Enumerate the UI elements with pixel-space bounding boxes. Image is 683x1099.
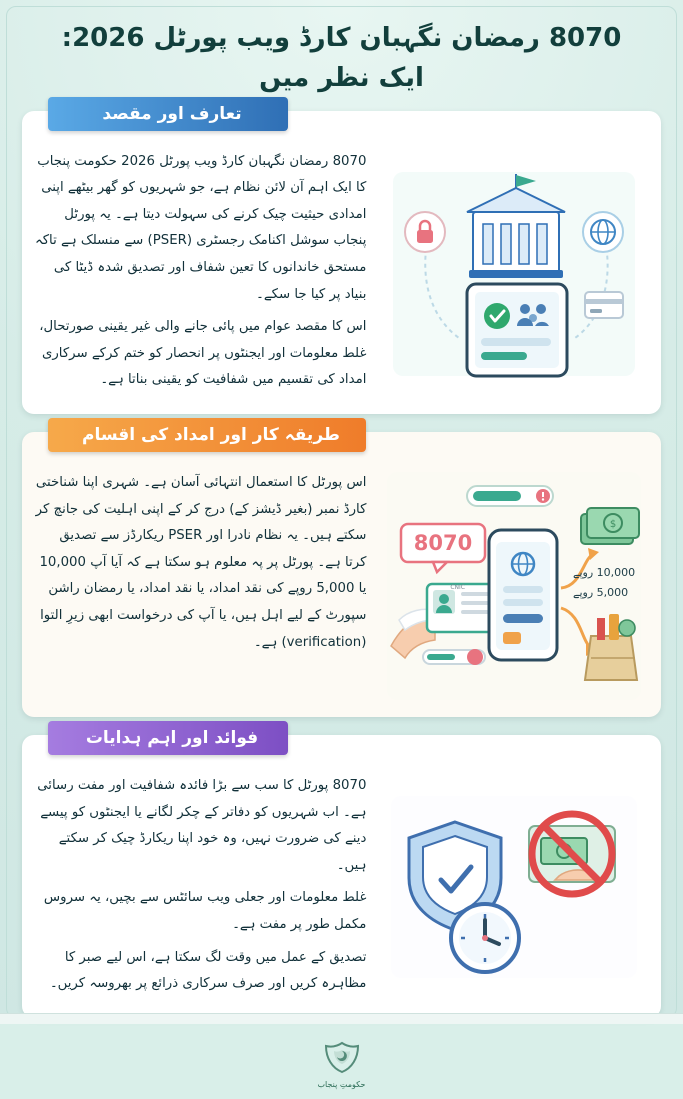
cash-icon <box>581 508 639 544</box>
section-ribbon-introduction: تعارف اور مقصد <box>48 97 288 131</box>
globe-icon <box>583 212 623 252</box>
shield-no-money-clock-illustration <box>389 792 639 982</box>
cnic-to-mobile-flow-illustration <box>385 468 643 703</box>
tablet-icon <box>467 284 567 376</box>
footer-crest-label: حکومتِ پنجاب <box>317 1079 366 1089</box>
benefits-paragraph-3: تصدیق کے عمل میں وقت لگ سکتا ہے، اس لیے صبر کا مظاہرہ کریں اور صرف سرکاری ذرائع پر بھروسہ کریں۔ <box>49 949 367 992</box>
benefits-paragraph-1: 8070 پورٹل کا سب سے بڑا فائدہ شفافیت اور مفت رسائی ہے۔ اب شہریوں کو دفاتر کے چکر لگانے یا ایجنٹوں کو پیسے دینے کی ضرورت نہیں، وہ خود اپنا ریکارڈ چیک کر سکتے ہیں۔ <box>37 777 367 873</box>
process-text <box>34 448 370 703</box>
section-card-introduction <box>22 103 661 414</box>
svg-text:8070: 8070 <box>413 530 472 555</box>
page-footer <box>14 1036 669 1099</box>
section-ribbon-benefits: فوائد اور اہم ہدایات <box>48 721 288 755</box>
introduction-text <box>34 127 370 400</box>
no-bribe-icon <box>529 814 615 894</box>
battery-icon <box>467 486 553 506</box>
toggle-icon <box>423 649 485 665</box>
process-paragraph-1: اس پورٹل کا استعمال انتہائی آسان ہے۔ شہری اپنا شناختی کارڈ نمبر (بغیر ڈیشز کے) درج کر کے اپنی اہلیت کی جانچ کر سکتے ہیں۔ یہ نظام نادرا اور PSER ریکارڈز سے تصدیق کرتا ہے۔ پورٹل پر پہ معلوم ہو سکتا ہے کہ آیا آپ 10,000 یا 5,000 روپے کی نقد امداد، یا نقد امداد، یا رمضان راشن سپورٹ کے لیے اہل ہیں، یا آپ کی درخواست ابھی زیرِ التوا (verification) ہے۔ <box>35 474 367 650</box>
page-header <box>14 0 669 111</box>
introduction-paragraph-1: 8070 رمضان نگہبان کارڈ ویب پورٹل 2026 حکومت پنجاب کا ایک اہم آن لائن نظام ہے، جو شہریوں کو گھر بیٹھے اپنی امدادی حیثیت چیک کرنے کی سہولت دیتا ہے۔ یہ پورٹل پنجاب سوشل اکنامک رجسٹری (PSER) سے منسلک ہے تاکہ مستحق خاندانوں کا تعین شفاف اور تصدیق شدہ ڈیٹا کی بنیاد پر کیا جا سکے۔ <box>34 153 367 302</box>
smartphone-icon <box>489 530 557 660</box>
svg-text:$: $ <box>609 518 616 530</box>
amount-label-10000: 10,000 روپے <box>572 565 635 579</box>
introduction-paragraph-2: اس کا مقصد عوام میں پائی جانے والی غیر یقینی صورتحال، غلط معلومات اور ایجنٹوں پر انحصار کو ختم کرکے سرکاری امداد کی تقسیم میں شفافیت کو یقینی بناتا ہے۔ <box>39 319 367 388</box>
page-title: 8070 رمضان نگہبان کارڈ ویب پورٹل 2026: ایک نظر میں <box>61 23 622 94</box>
bottom-bar <box>0 1013 683 1024</box>
amount-label-5000: 5,000 روپے <box>572 585 628 599</box>
card-icon <box>585 292 623 318</box>
benefits-illustration <box>378 751 649 1004</box>
lock-icon <box>405 212 445 252</box>
section-card-process <box>22 425 661 717</box>
clock-icon <box>451 904 519 972</box>
introduction-illustration <box>378 127 649 400</box>
process-illustration <box>378 448 649 703</box>
benefits-text <box>34 751 370 1004</box>
section-card-benefits <box>22 728 661 1018</box>
section-ribbon-process: طریقہ کار اور امداد کی اقسام <box>48 418 366 452</box>
check-icon <box>484 303 510 329</box>
government-crest-icon <box>321 1040 363 1074</box>
bank-and-tablet-illustration <box>389 166 639 381</box>
benefits-paragraph-2: غلط معلومات اور جعلی ویب سائٹس سے بچیں، یہ سروس مکمل طور پر مفت ہے۔ <box>43 890 367 932</box>
svg-text:CNIC: CNIC <box>450 583 465 591</box>
